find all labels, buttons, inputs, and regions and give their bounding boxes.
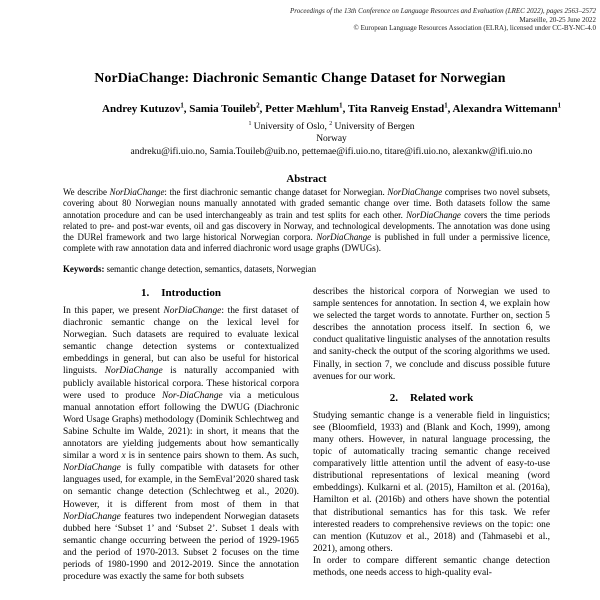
affiliations-line: $^1$ University of Oslo, $^2$ University of Bergen bbox=[248, 120, 415, 132]
keywords-label: Keywords: bbox=[63, 264, 105, 274]
paper-title: NorDiaChange: Diachronic Semantic Change Dataset for Norwegian bbox=[94, 70, 506, 85]
section-2-title: Related work bbox=[410, 391, 474, 404]
keywords-line bbox=[63, 264, 550, 275]
license-line: © European Language Resources Association (ELRA), licensed under CC-BY-NC-4.0 bbox=[353, 24, 596, 33]
section-1-heading bbox=[63, 286, 299, 300]
right-column bbox=[313, 286, 550, 583]
country-line: Norway bbox=[316, 134, 347, 145]
proceedings-header bbox=[290, 7, 596, 33]
section-2-number: 2. bbox=[389, 391, 398, 404]
author-block bbox=[63, 103, 600, 158]
two-column-body bbox=[63, 286, 550, 583]
proceedings-line: Proceedings of the 13th Conference on Language Resources and Evaluation (LREC 2022), pages 2563–2572 bbox=[289, 7, 596, 15]
keywords-text: semantic change detection, semantics, datasets, Norwegian bbox=[104, 264, 317, 274]
related-work-paragraph-2: In order to compare different semantic change detection methods, one needs access to high-quality eval- bbox=[313, 555, 550, 578]
authors-line: Andrey Kutuzov$^1$, Samia Touileb$^2$, Petter Mæhlum$^1$, Tita Ranveig Enstad$^1$, Alexandra Wittemann$^1$ bbox=[102, 102, 561, 115]
section-2-heading bbox=[313, 391, 550, 405]
intro-paragraph: In this paper, we present NorDiaChange: the first dataset of diachronic semantic change on the lexical level for Norwegian. Such datasets are required to evaluate lexical semantic change detection systems or contextualized embeddings in general, but can also be useful for historical linguists. NorDiaChange is naturally accompanied with publicly available historical corpora. These historical corpora were used to produce Nor-DiaChange via a meticulous manual annotation effort following the DWUG (Diachronic Word Usage Graphs) methodology (Dominik Schlechtweg and Sabine Schulte im Walde, 2021): in short, it means that the annotators are yielding judgements about how semantically similar a word x is in sentence pairs shown to them. As such, NorDiaChange is fully compatible with datasets for other languages used, for example, in the SemEval’2020 shared task on semantic change detection (Schlechtweg et al., 2020). However, it is different from most of them in that NorDiaChange features two independent Norwegian datasets dubbed here ‘Subset 1’ and ‘Subset 2’. Subset 1 deals with semantic change occurring between the period of 1929-1965 and the period of 1970-2013. Subset 2 focuses on the time periods of 1980-1990 and 2012-2019. Since the annotation procedure was exactly the same for both subsets bbox=[63, 306, 300, 583]
section-1-title: Introduction bbox=[161, 287, 221, 299]
abstract-text: We describe NorDiaChange: the first diachronic semantic change dataset for Norwegian. NorDiaChange comprises two novel subsets, covering about 80 Norwegian nouns manually annotated with graded semantic change over time. Both datasets follow the same annotation procedure and can be used interchangeably as train and test splits for each other. NorDiaChange covers the time periods related to pre- and post-war events, oil and gas discovery in Norway, and technological developments. The annotation was done using the DURel framework and two large historical Norwegian corpora. NorDiaChange is published in full under a permissive licence, complete with raw annotation data and inferred diachronic word usage graphs (DWUGs). bbox=[63, 187, 550, 254]
related-work-paragraph-1: Studying semantic change is a venerable field in linguistics; see (Bloomfield, 1933) and (Blank and Koch, 1999), among many others. However, in natural language processing, the topic of automatically tracing semantic change received comparatively little attention until the advent of easy-to-use distributional representations of lexical meaning (word embeddings). Kulkarni et al. (2015), Hamilton et al. (2016a), Hamilton et al. (2016b) and others have shown the potential that distributional semantics has for this task. We refer interested readers to comprehensive reviews on the topic: one can mention (Kutuzov et al., 2018) and (Tahmasebi et al., 2021), among others. bbox=[313, 410, 550, 554]
section-1-number: 1. bbox=[141, 287, 150, 299]
abstract-heading: Abstract bbox=[286, 173, 327, 185]
venue-date-line: Marseille, 20-25 June 2022 bbox=[519, 15, 596, 24]
emails-line: andreku@ifi.uio.no, Samia.Touileb@uib.no, pettemae@ifi.uio.no, titare@ifi.uio.no, alexankw@ifi.uio.no bbox=[130, 146, 533, 157]
intro-continuation-paragraph: describes the historical corpora of Norwegian we used to sample sentences for annotation. In section 4, we explain how we selected the target words to annotate. Further on, section 5 describes the annotation process itself. In section 6, we conduct qualitative linguistic analyses of the annotation results and sanity-check the output of the scoring algorithms we used. Finally, in section 7, we conclude and discuss possible future avenues for our work. bbox=[313, 287, 550, 382]
left-column bbox=[63, 286, 299, 583]
